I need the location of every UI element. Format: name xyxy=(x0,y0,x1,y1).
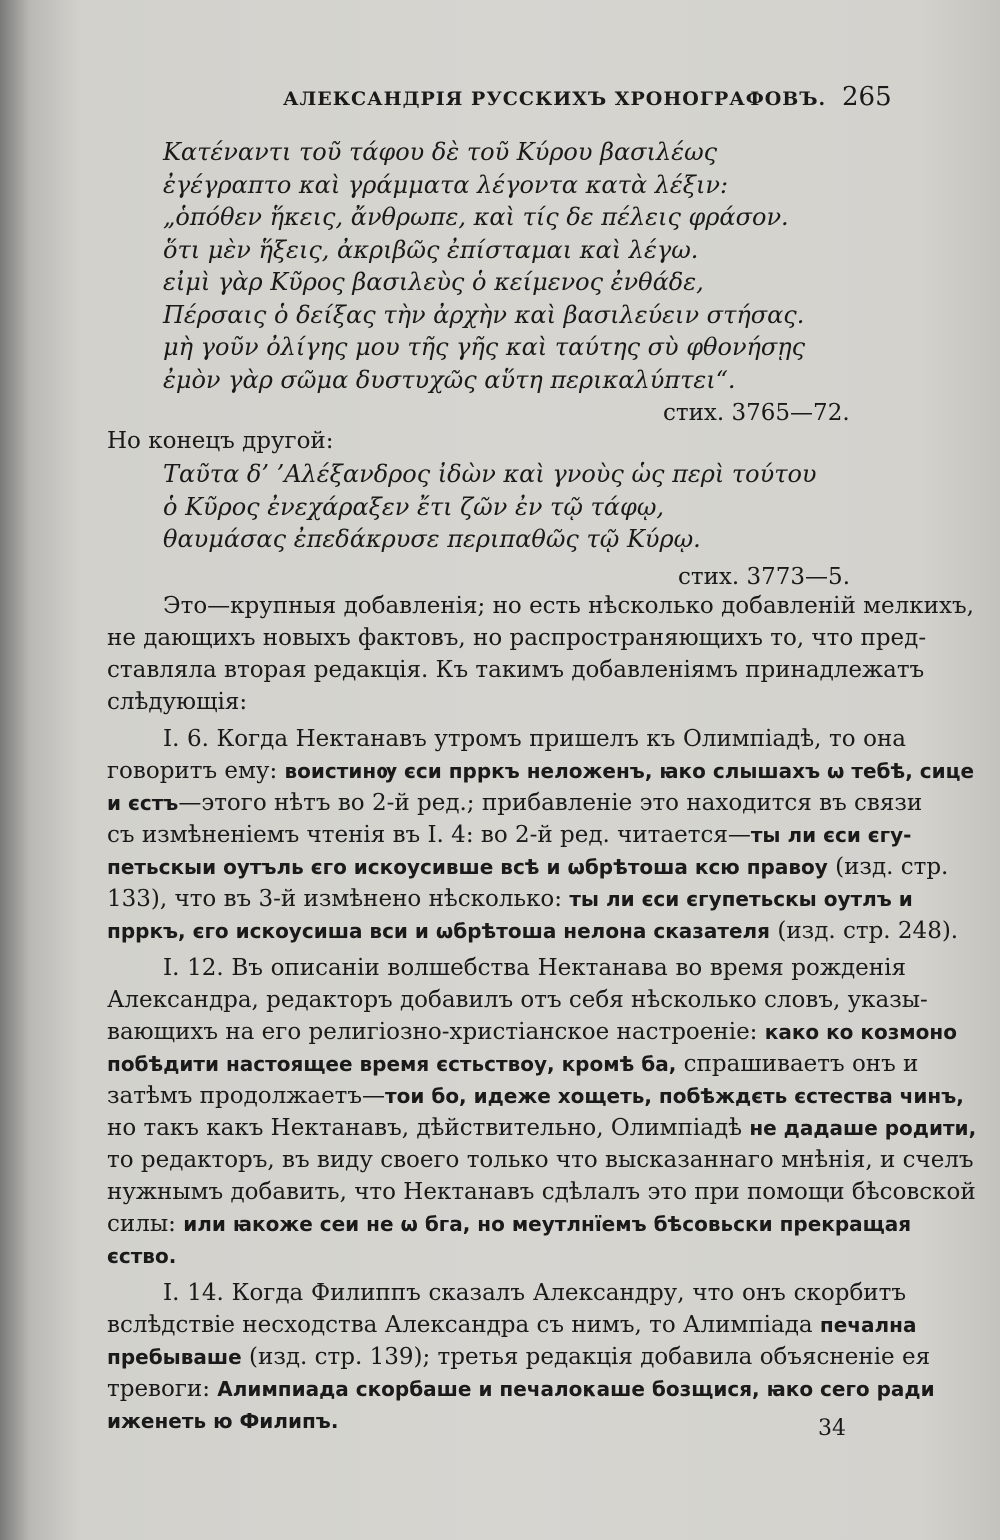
prose-text: вающихъ на его религіозно-христіанское настроеніе: xyxy=(107,1019,765,1045)
prose-text: —этого нѣтъ во 2-й ред.; прибавленіе это находится въ связи xyxy=(178,790,923,816)
prose-text: слѣдующія: xyxy=(107,689,248,715)
body-line xyxy=(107,756,975,786)
verse-citation-2: стих. 3773—5. xyxy=(678,564,851,590)
prose-text: тревоги: xyxy=(107,1376,218,1402)
body-line xyxy=(107,1049,919,1079)
body-line xyxy=(107,1177,976,1207)
body-line xyxy=(107,1342,931,1372)
body-line xyxy=(107,788,923,818)
prose-text: нужнымъ добавить, что Нектанавъ сдѣлалъ это при помощи бѣсовской xyxy=(107,1179,976,1205)
church-slavonic-quote: побѣдити настоящее время єстьствоу, кромѣ ба, xyxy=(107,1052,677,1076)
body-line xyxy=(107,1374,935,1404)
body-line xyxy=(163,1278,906,1308)
body-line xyxy=(163,953,906,983)
prose-text: затѣмъ продолжаетъ— xyxy=(107,1083,386,1109)
prose-text: I. 14. Когда Филиппъ сказалъ Александру, что онъ скорбитъ xyxy=(163,1280,906,1306)
body-line xyxy=(107,916,959,946)
church-slavonic-quote: како ко козмоно xyxy=(764,1020,957,1044)
church-slavonic-quote: ты ли єси єгу- xyxy=(750,823,912,847)
prose-text: съ измѣненіемъ чтенія въ I. 4: во 2-й ред. читается— xyxy=(107,822,751,848)
greek-verse-line: ἐμὸν γὰρ σῶμα δυστυχῶς αὕτη περικαλύπτει“. xyxy=(163,365,736,394)
church-slavonic-quote: и єстъ xyxy=(107,791,179,815)
body-line xyxy=(107,884,913,914)
greek-verse-line: Κατέναντι τοῦ τάφου δὲ τοῦ Κύρου βασιλέως xyxy=(163,138,718,166)
church-slavonic-quote: или ꙗкоже сеи не ѡ бга, но меутлнїемъ бѣсовьски прекращая xyxy=(183,1212,912,1236)
verse-citation-1: стих. 3765—72. xyxy=(663,400,850,426)
body-line xyxy=(163,724,906,754)
greek-verse-line: θαυμάσας ἐπεδάκρυσε περιπαθῶς τῷ Κύρῳ. xyxy=(163,525,701,553)
greek-verse-line: ὅτι μὲν ἥξεις, ἀκριβῶς ἐπίσταμαι καὶ λέγω. xyxy=(163,235,699,264)
church-slavonic-quote: Алимпиада скорбаше и печалоκаше бозщися, ꙗко сего ради xyxy=(217,1377,935,1401)
body-line xyxy=(107,1310,917,1340)
prose-text: (изд. стр. 248). xyxy=(770,918,959,944)
body-line xyxy=(107,655,925,685)
body-line xyxy=(107,687,906,717)
church-slavonic-quote: єство. xyxy=(107,1244,177,1268)
body-line xyxy=(107,1241,906,1271)
body-line xyxy=(107,852,949,882)
prose-text: говоритъ ему: xyxy=(107,758,285,784)
prose-text: вслѣдствіе несходства Александра съ нимъ, то Алимпіада xyxy=(107,1312,820,1338)
prose-text: ставляла вторая редакція. Къ такимъ добавленіямъ принадлежатъ xyxy=(107,657,925,683)
prose-text: Это—крупныя добавленія; но есть нѣсколько добавленій мелкихъ, xyxy=(163,593,974,619)
prose-text: спрашиваетъ онъ и xyxy=(676,1051,919,1077)
prose-text: I. 6. Когда Нектанавъ утромъ пришелъ къ Олимпіадѣ, то она xyxy=(163,726,906,752)
church-slavonic-quote: пребываше xyxy=(107,1345,242,1369)
prose-text: но такъ какъ Нектанавъ, дѣйствительно, Олимпіадѣ xyxy=(107,1115,750,1141)
body-line xyxy=(107,1406,906,1436)
body-line xyxy=(107,985,928,1015)
prose-text: 133), что въ 3-й измѣнено нѣсколько: xyxy=(107,886,570,912)
church-slavonic-quote: ты ли єси єгупетьскы оутлъ и xyxy=(569,887,913,911)
church-slavonic-quote: печална xyxy=(819,1313,917,1337)
greek-verse-line: Ταῦτα δ’ ’Αλέξανδρος ἰδὼν καὶ γνοὺς ὡς περὶ τούτου xyxy=(163,460,817,488)
body-line xyxy=(107,1081,964,1111)
body-line xyxy=(107,623,927,653)
prose-text: не дающихъ новыхъ фактовъ, но распространяющихъ то, что пред- xyxy=(107,625,927,651)
prose-text: I. 12. Въ описаніи волшебства Нектанава во время рожденія xyxy=(163,955,906,981)
prose-text: Александра, редакторъ добавилъ отъ себя нѣсколько словъ, указы- xyxy=(107,987,928,1013)
church-slavonic-quote: воистинѹ єси прркъ неложенъ, ꙗко слышахъ ѡ тебѣ, сице xyxy=(284,759,975,783)
greek-verse-line: μὴ γοῦν ὀλίγης μου τῆς γῆς καὶ ταύτης σὺ φθονήσῃς xyxy=(163,333,806,361)
page-header xyxy=(0,82,1000,118)
body-line xyxy=(107,1017,957,1047)
church-slavonic-quote: петьскыи оутъль єго искоусивше всѣ и ѡбрѣтоша ксю правоу xyxy=(107,855,828,879)
prose-text: (изд. стр. xyxy=(827,854,949,880)
church-slavonic-quote: не дадаше родити, xyxy=(749,1116,977,1140)
body-line xyxy=(107,820,912,850)
greek-verse-line: Πέρσαις ὁ δείξας τὴν ἀρχὴν καὶ βασιλεύειν στήσας. xyxy=(163,300,805,329)
body-line xyxy=(107,1113,977,1143)
prose-text: (изд. стр. 139); третья редакція добавила объясненіе ея xyxy=(241,1344,931,1370)
church-slavonic-quote: прркъ, єго искоусиша вси и ѡбрѣтоша нелона сказателя xyxy=(107,919,771,943)
running-title: АЛЕКСАНДРІЯ РУССКИХЪ ХРОНОГРАФОВЪ. xyxy=(283,88,827,110)
body-line xyxy=(107,1209,912,1239)
transition-text: Но конецъ другой: xyxy=(107,428,334,454)
page-number: 265 xyxy=(842,82,892,112)
signature-mark: 34 xyxy=(818,1416,846,1441)
greek-verse-line: εἰμὶ γὰρ Κῦρος βασιλεὺς ὁ κείμενος ἐνθάδε, xyxy=(163,268,704,296)
church-slavonic-quote: иженеть ю Филипъ. xyxy=(107,1409,339,1433)
prose-text: то редакторъ, въ виду своего только что высказаннаго мнѣнія, и счелъ xyxy=(107,1147,974,1173)
body-line xyxy=(163,591,974,621)
church-slavonic-quote: тои бо, идеже хощеть, побѣждєть єстества чинъ, xyxy=(385,1084,964,1108)
greek-verse-line: ὁ Κῦρος ἐνεχάραξεν ἔτι ζῶν ἐν τῷ τάφῳ, xyxy=(163,492,665,521)
prose-text: силы: xyxy=(107,1211,184,1237)
body-line xyxy=(107,1145,974,1175)
greek-verse-line: ἐγέγραπτο καὶ γράμματα λέγοντα κατὰ λέξιν: xyxy=(163,170,729,199)
greek-verse-line: „ὁπόθεν ἥκεις, ἄνθρωπε, καὶ τίς δε πέλεις φράσον. xyxy=(163,203,789,231)
